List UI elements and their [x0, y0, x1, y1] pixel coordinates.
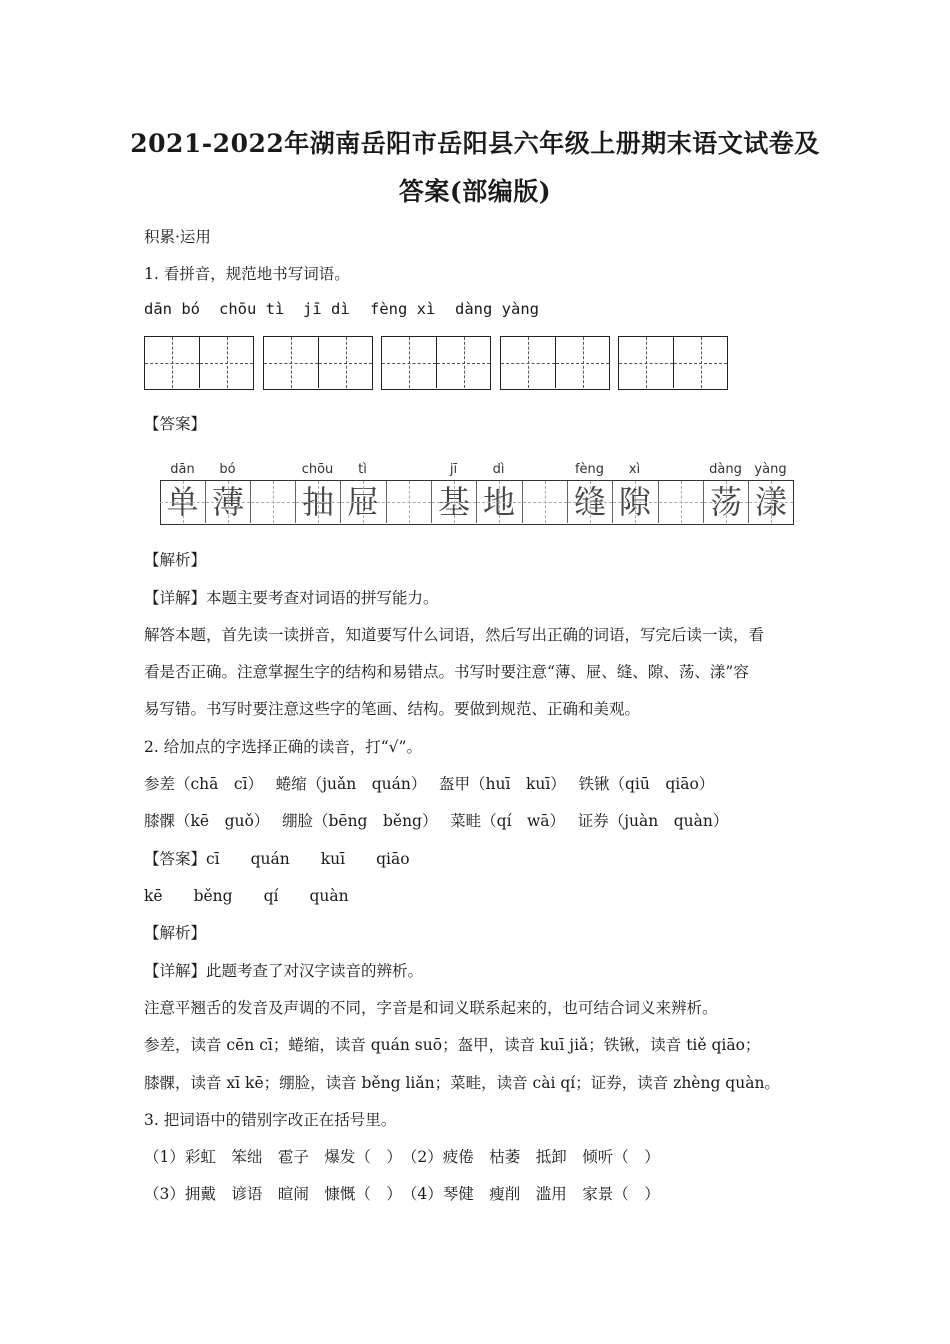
answer-pinyin-1: dān: [170, 462, 195, 477]
q2-explain-3: 膝髁，读音 xī kē；绷脸，读音 běng liǎn；菜畦，读音 cài qí；证券，读音 zhèng quàn。: [144, 1074, 780, 1092]
answer-char-1: 单: [160, 481, 205, 523]
answer-char-9: 荡: [703, 481, 748, 523]
q1-detail: 【详解】本题主要考查对词语的拼写能力。: [144, 589, 439, 607]
answer-char-8: 隙: [612, 481, 657, 523]
q1-pinyin-1: dān bó: [144, 300, 200, 318]
q1-explain-1: 解答本题，首先读一读拼音，知道要写什么词语，然后写出正确的词语，写完后读一读，看: [144, 626, 765, 644]
answer-pinyin-6: dì: [492, 462, 505, 477]
answer-gap: [386, 481, 431, 523]
writing-grid-5[interactable]: [618, 336, 728, 390]
answer-char-2: 薄: [205, 481, 250, 523]
q1-pinyin-2: chōu tì: [219, 300, 285, 318]
answer-pinyin-2: bó: [219, 462, 236, 477]
q1-answer-label: 【答案】: [144, 415, 207, 433]
answer-char-5: 基: [431, 481, 476, 523]
q2-detail: 【详解】此题考查了对汉字读音的辨析。: [144, 962, 424, 980]
q1-prompt: 1. 看拼音，规范地书写词语。: [144, 265, 350, 283]
answer-pinyin-4: tì: [358, 462, 367, 477]
q1-explain-2: 看是否正确。注意掌握生字的结构和易错点。书写时要注意“薄、屉、缝、隙、荡、漾”容: [144, 663, 749, 681]
answer-gap: [522, 481, 567, 523]
answer-pinyin-3: chōu: [301, 462, 334, 477]
answer-char-10: 漾: [748, 481, 793, 523]
title-line-2: 答案(部编版): [398, 177, 552, 206]
answer-pinyin-10: yàng: [754, 462, 787, 477]
q1-pinyin-5: dàng yàng: [455, 300, 539, 318]
answer-char-3: 抽: [295, 481, 340, 523]
q2-answer-1: 【答案】cī quán kuī qiāo: [144, 850, 410, 868]
q2-answer-2: kē běng qí quàn: [144, 887, 349, 905]
writing-grid-2[interactable]: [263, 336, 373, 390]
q3-row-1: （1）彩虹 笨绌 雹子 爆发（ ） （2）疲倦 枯萎 抵卸 倾听（ ）: [144, 1148, 660, 1166]
q1-explain-3: 易写错。书写时要注意这些字的笔画、结构。要做到规范、正确和美观。: [144, 700, 641, 718]
q1-answer-grid: [160, 480, 794, 525]
answer-gap: [250, 481, 295, 523]
q1-analysis-label: 【解析】: [144, 551, 207, 569]
q3-prompt: 3. 把词语中的错别字改正在括号里。: [144, 1111, 397, 1129]
q2-analysis-label: 【解析】: [144, 924, 207, 942]
answer-char-7: 缝: [567, 481, 612, 523]
q2-explain-1: 注意平翘舌的发音及声调的不同，字音是和词义联系起来的，也可结合词义来辨析。: [144, 999, 718, 1017]
q1-pinyin-4: fèng xì: [370, 300, 436, 318]
q3-row-2: （3）拥戴 谚语 暄闹 慷慨（ ） （4）琴健 瘦削 滥用 家景（ ）: [144, 1185, 660, 1203]
title-line-1: 2021-2022年湖南岳阳市岳阳县六年级上册期末语文试卷及: [130, 129, 820, 158]
writing-grid-1[interactable]: [144, 336, 254, 390]
answer-pinyin-9: dàng: [709, 462, 742, 477]
writing-grid-4[interactable]: [500, 336, 610, 390]
q2-options-row-2: 膝髁（kē guǒ） 绷脸（bēng běng） 菜畦（qí wā） 证券（juàn quàn）: [144, 812, 729, 830]
writing-grid-3[interactable]: [381, 336, 491, 390]
section-heading: 积累·运用: [144, 228, 211, 246]
answer-pinyin-7: fèng: [574, 462, 605, 477]
q2-prompt: 2. 给加点的字选择正确的读音，打“√”。: [144, 738, 422, 756]
q2-options-row-1: 参差（chā cī） 蜷缩（juǎn quán） 盔甲（huī kuī） 铁锹（qiū qiāo）: [144, 775, 715, 793]
answer-char-4: 屉: [340, 481, 385, 523]
answer-pinyin-8: xì: [628, 462, 641, 477]
answer-pinyin-5: jī: [449, 462, 458, 477]
answer-gap: [658, 481, 703, 523]
q2-explain-2: 参差，读音 cēn cī；蜷缩，读音 quán suō；盔甲，读音 kuī jiǎ；铁锹，读音 tiě qiāo；: [144, 1036, 761, 1054]
answer-char-6: 地: [476, 481, 521, 523]
q1-pinyin-3: jī dì: [303, 300, 350, 318]
